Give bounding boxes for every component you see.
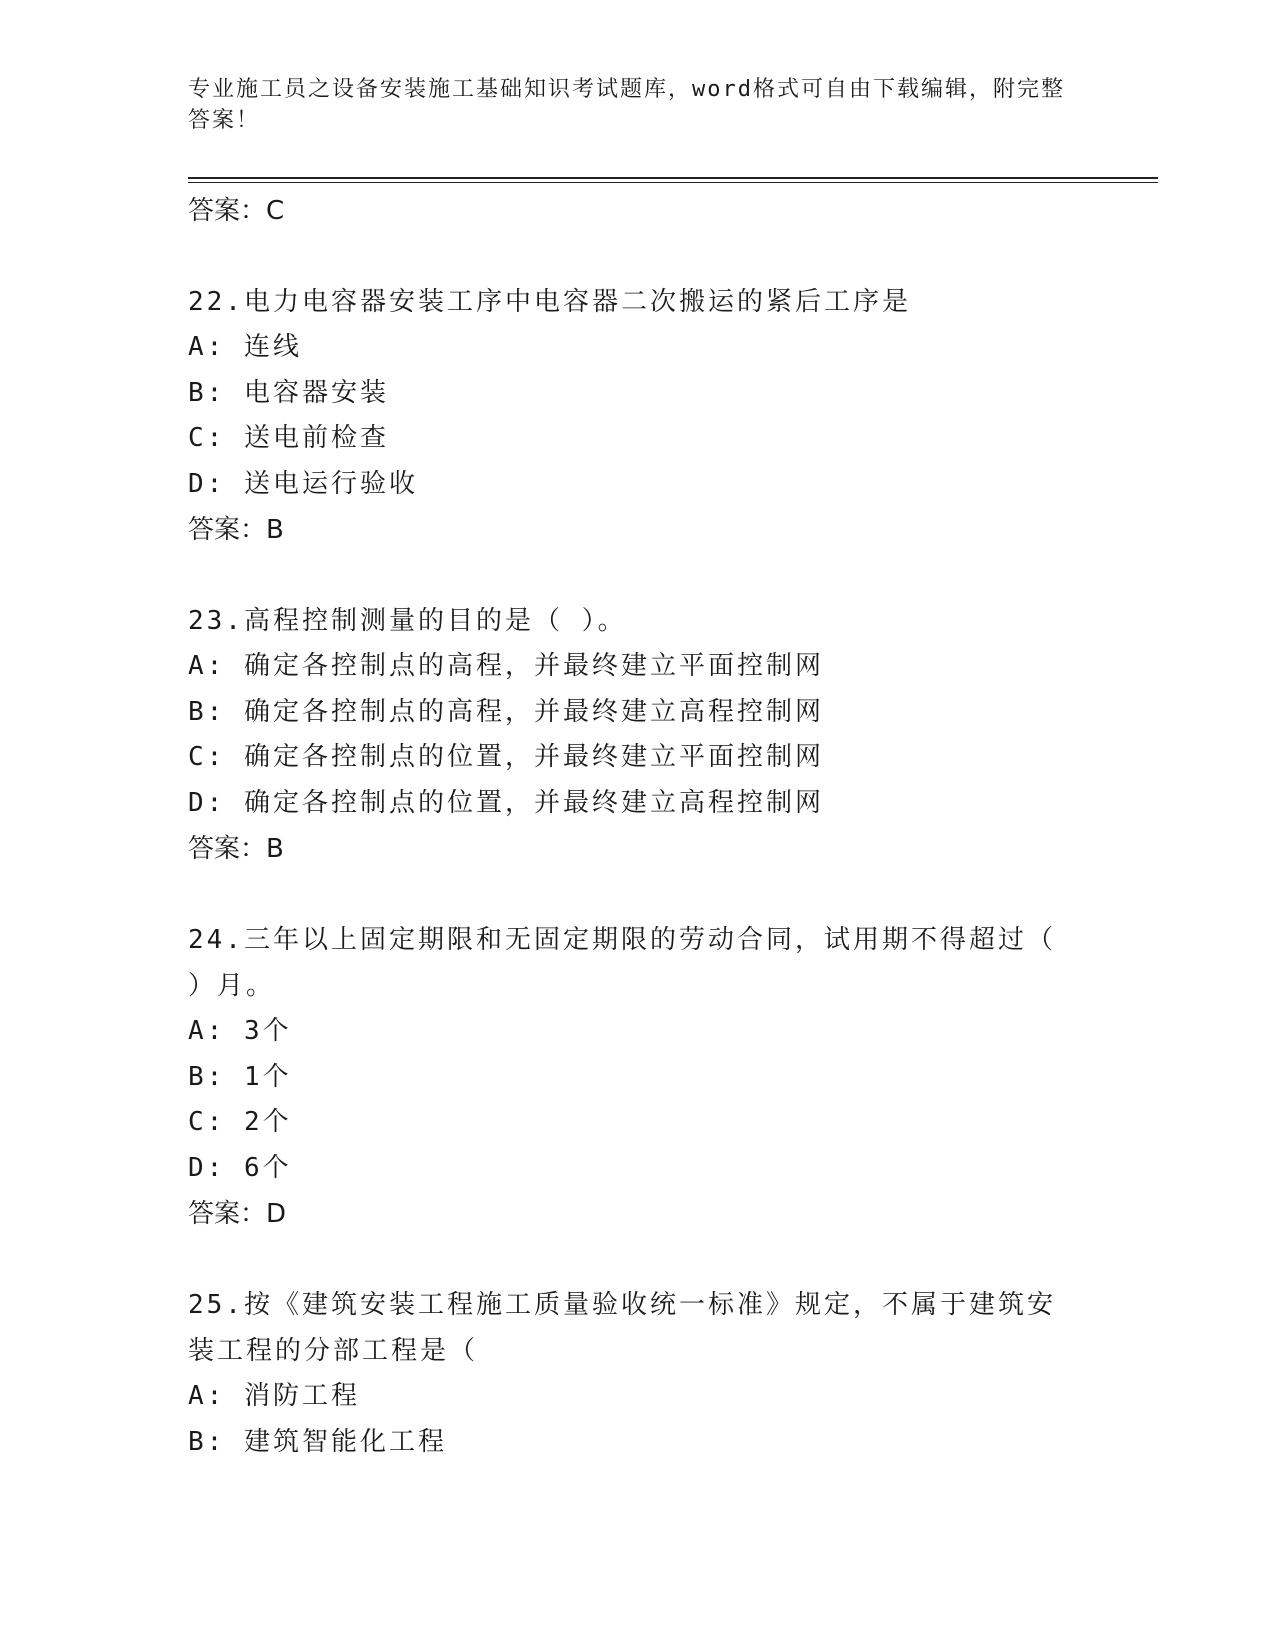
- header-divider: [188, 177, 1158, 179]
- option-b: B: 确定各控制点的高程，并最终建立高程控制网: [188, 696, 824, 727]
- option-c: C: 送电前检查: [188, 423, 389, 453]
- option-a: A: 确定各控制点的高程，并最终建立平面控制网: [188, 651, 824, 681]
- option-d: D: 送电运行验收: [188, 468, 418, 499]
- option-b: B: 建筑智能化工程: [188, 1426, 447, 1457]
- option-a: A: 消防工程: [188, 1381, 360, 1411]
- question-text: 25.按《建筑安装工程施工质量验收统一标准》规定，不属于建筑安装工程的分部工程是（: [188, 1290, 1056, 1366]
- option-d: D: 6个: [188, 1152, 292, 1183]
- question-22: [188, 279, 1138, 553]
- option-b: B: 1个: [188, 1061, 292, 1092]
- option-a: A: 3个: [188, 1016, 292, 1046]
- option-c: C: 2个: [188, 1107, 292, 1137]
- question-text: 22.电力电容器安装工序中电容器二次搬运的紧后工序是: [188, 287, 911, 317]
- question-text: 24.三年以上固定期限和无固定期限的劳动合同，试用期不得超过（ ）月。: [188, 925, 1056, 1001]
- option-d: D: 确定各控制点的位置，并最终建立高程控制网: [188, 787, 824, 818]
- answer-line: 答案：B: [188, 515, 284, 545]
- question-list: [188, 188, 1138, 1465]
- answer-line: 答案：D: [188, 1199, 287, 1229]
- option-b: B: 电容器安装: [188, 377, 389, 408]
- answer-line: 答案：B: [188, 834, 284, 864]
- question-24: [188, 917, 1138, 1237]
- header-divider-thin: [188, 182, 1158, 183]
- question-23: [188, 598, 1138, 872]
- question-25: [188, 1282, 1138, 1465]
- answer-line: 答案：C: [188, 196, 285, 226]
- option-c: C: 确定各控制点的位置，并最终建立平面控制网: [188, 742, 824, 772]
- document-header: 专业施工员之设备安装施工基础知识考试题库，word格式可自由下载编辑，附完整答案！: [188, 77, 1065, 133]
- option-a: A: 连线: [188, 332, 302, 362]
- question-text: 23.高程控制测量的目的是（ ）。: [188, 606, 627, 636]
